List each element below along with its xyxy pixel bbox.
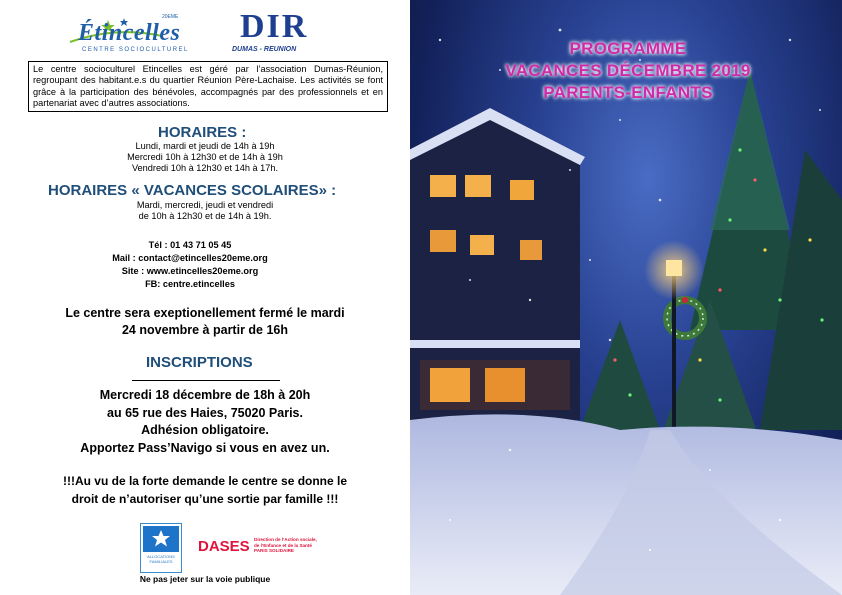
programme-title [428, 38, 828, 104]
etincelles-tag: 20EME [162, 14, 179, 20]
dumas-reunion-logo [232, 8, 312, 60]
dr-letters: DIR [240, 8, 309, 45]
dases-sub-line: Direction de l’Action sociale, [254, 537, 317, 542]
contact-site[interactable]: Site : www.etincelles20eme.org [121, 266, 259, 276]
caf-caption: ALLOCATIONS FAMILIALES [147, 554, 175, 564]
closure-line: Le centre sera exeptionellement fermé le mardi [65, 306, 345, 320]
closure-notice [0, 305, 410, 339]
dases-sub-line: de l’Enfance et de la Santé [254, 542, 312, 548]
contact-fb: FB: centre.etincelles [145, 279, 235, 289]
vacances-line: Mardi, mercredi, jeudi et vendredi [136, 200, 274, 210]
vacances-line: de 10h à 12h30 et de 14h à 19h. [138, 211, 272, 222]
inscriptions-body [0, 387, 410, 457]
dases-logo: DASES [198, 538, 250, 555]
contact-tel: Tél : 01 43 71 05 45 [148, 240, 232, 250]
closure-line: 24 novembre à partir de 16h [121, 323, 289, 337]
horaires-line: Mercredi 10h à 12h30 et de 14h à 19h [127, 152, 283, 163]
info-panel [0, 0, 410, 595]
programme-line: VACANCES DÉCEMBRE 2019 [505, 61, 751, 80]
horaires-line: Vendredi 10h à 12h30 et 14h à 17h. [131, 163, 279, 174]
chalet-building [410, 108, 585, 420]
warning-line: droit de n’autoriser qu’une sortie par famille !!! [71, 492, 339, 506]
dases-sub-line: PARIS SOLIDAIRE [254, 548, 294, 553]
horaires-lines [105, 141, 305, 175]
contact-mail[interactable]: Mail : contact@etincelles20eme.org [112, 253, 268, 263]
inscriptions-line: Adhésion obligatoire. [141, 423, 269, 437]
dases-subtitle [254, 537, 317, 554]
etincelles-name: Étincelles [78, 20, 181, 46]
inscriptions-title: INSCRIPTIONS [146, 354, 253, 371]
dr-sub: DUMAS - REUNION [232, 46, 297, 53]
inscriptions-divider [132, 380, 280, 381]
vacances-lines [105, 200, 305, 222]
intro-text: Le centre socioculturel Etincelles est géré par l’association Dumas-Réunion, regroupant des habitant.e.s du quartier Réunion Père-Lachaise. Les activités se font grâce à la participation des bénévoles, accompagnés par des professionnels et en partenariat avec d’autres associations. [28, 61, 388, 112]
inscriptions-line: au 65 rue des Haies, 75020 Paris. [107, 405, 303, 420]
caf-star-icon [143, 526, 179, 552]
horaires-line: Lundi, mardi et jeudi de 14h à 19h [135, 141, 275, 151]
footer-note: Ne pas jeter sur la voie publique [139, 574, 271, 584]
programme-line: PARENTS-ENFANTS [543, 83, 713, 102]
programme-line: PROGRAMME [569, 39, 687, 58]
etincelles-logo [60, 10, 189, 54]
winter-scene-panel [410, 0, 842, 595]
contact-block [100, 239, 280, 291]
inscriptions-line: Apportez Pass’Navigo si vous en avez un. [80, 440, 330, 455]
caf-logo [140, 523, 182, 573]
inscriptions-line: Mercredi 18 décembre de 18h à 20h [99, 388, 311, 402]
christmas-trees [580, 70, 842, 440]
warning-notice [0, 472, 410, 508]
etincelles-sub: CENTRE SOCIOCULTUREL [82, 47, 189, 53]
warning-line: !!!Au vu de la forte demande le centre se donne le [62, 474, 348, 488]
horaires-title: HORAIRES : [158, 124, 247, 141]
vacances-title: HORAIRES « VACANCES SCOLAIRES» : [48, 182, 337, 199]
